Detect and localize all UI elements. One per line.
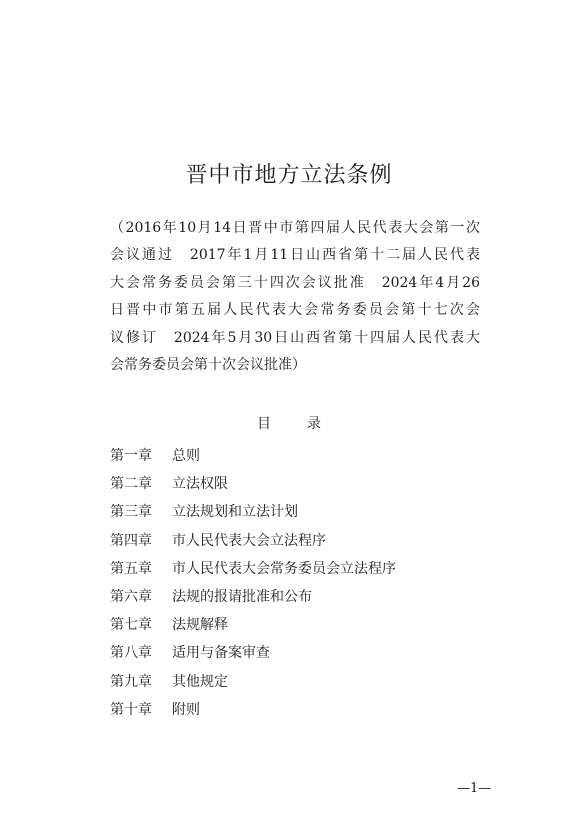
chapter-number: 第九章: [110, 673, 152, 690]
toc-item[interactable]: [110, 639, 480, 667]
toc-heading-right: 录: [307, 416, 321, 432]
chapter-number: 第四章: [110, 532, 152, 549]
preamble-line: （2016年10月14日晋中市第四届人民代表大会第一次: [110, 220, 480, 236]
chapter-number: 第一章: [110, 448, 152, 464]
toc-item[interactable]: [110, 696, 480, 724]
preamble-line: 议修订 2024年5月30日山西省第十四届人民代表大: [110, 329, 480, 346]
table-of-contents: [110, 442, 480, 724]
chapter-title: 法规的报请批准和公布: [172, 588, 312, 605]
chapter-number: 第三章: [110, 504, 152, 521]
chapter-title: 市人民代表大会常务委员会立法程序: [172, 560, 396, 577]
preamble: [110, 215, 480, 379]
chapter-title: 总则: [172, 448, 200, 464]
toc-item[interactable]: [110, 611, 480, 639]
chapter-title: 其他规定: [172, 673, 228, 690]
chapter-number: 第七章: [110, 617, 152, 634]
toc-item[interactable]: [110, 470, 480, 498]
page-number: —1—: [457, 781, 492, 796]
preamble-line: 会议通过 2017年1月11日山西省第十二届人民代表: [110, 247, 480, 264]
chapter-title: 立法规划和立法计划: [172, 504, 298, 521]
chapter-title: 市人民代表大会立法程序: [172, 532, 326, 549]
toc-item[interactable]: [110, 668, 480, 696]
preamble-line: 大会常务委员会第三十四次会议批准 2024年4月26: [110, 274, 480, 291]
toc-item[interactable]: [110, 555, 480, 583]
preamble-line: 日晋中市第五届人民代表大会常务委员会第十七次会: [110, 302, 480, 319]
toc-item[interactable]: [110, 583, 480, 611]
chapter-number: 第二章: [110, 476, 152, 493]
toc-item[interactable]: [110, 442, 480, 470]
chapter-title: 适用与备案审查: [172, 645, 270, 662]
chapter-number: 第八章: [110, 645, 152, 662]
chapter-title: 法规解释: [172, 617, 228, 634]
toc-item[interactable]: [110, 527, 480, 555]
chapter-number: 第五章: [110, 560, 152, 577]
toc-heading-left: 目: [257, 416, 271, 432]
preamble-line: 会常务委员会第十次会议批准）: [110, 357, 306, 374]
toc-heading: [0, 413, 578, 433]
chapter-number: 第六章: [110, 588, 152, 605]
chapter-title: 立法权限: [172, 476, 228, 493]
toc-item[interactable]: [110, 498, 480, 526]
chapter-title: 附则: [172, 701, 200, 718]
document-title: 晋中市地方立法条例: [185, 163, 393, 188]
chapter-number: 第十章: [110, 701, 152, 718]
